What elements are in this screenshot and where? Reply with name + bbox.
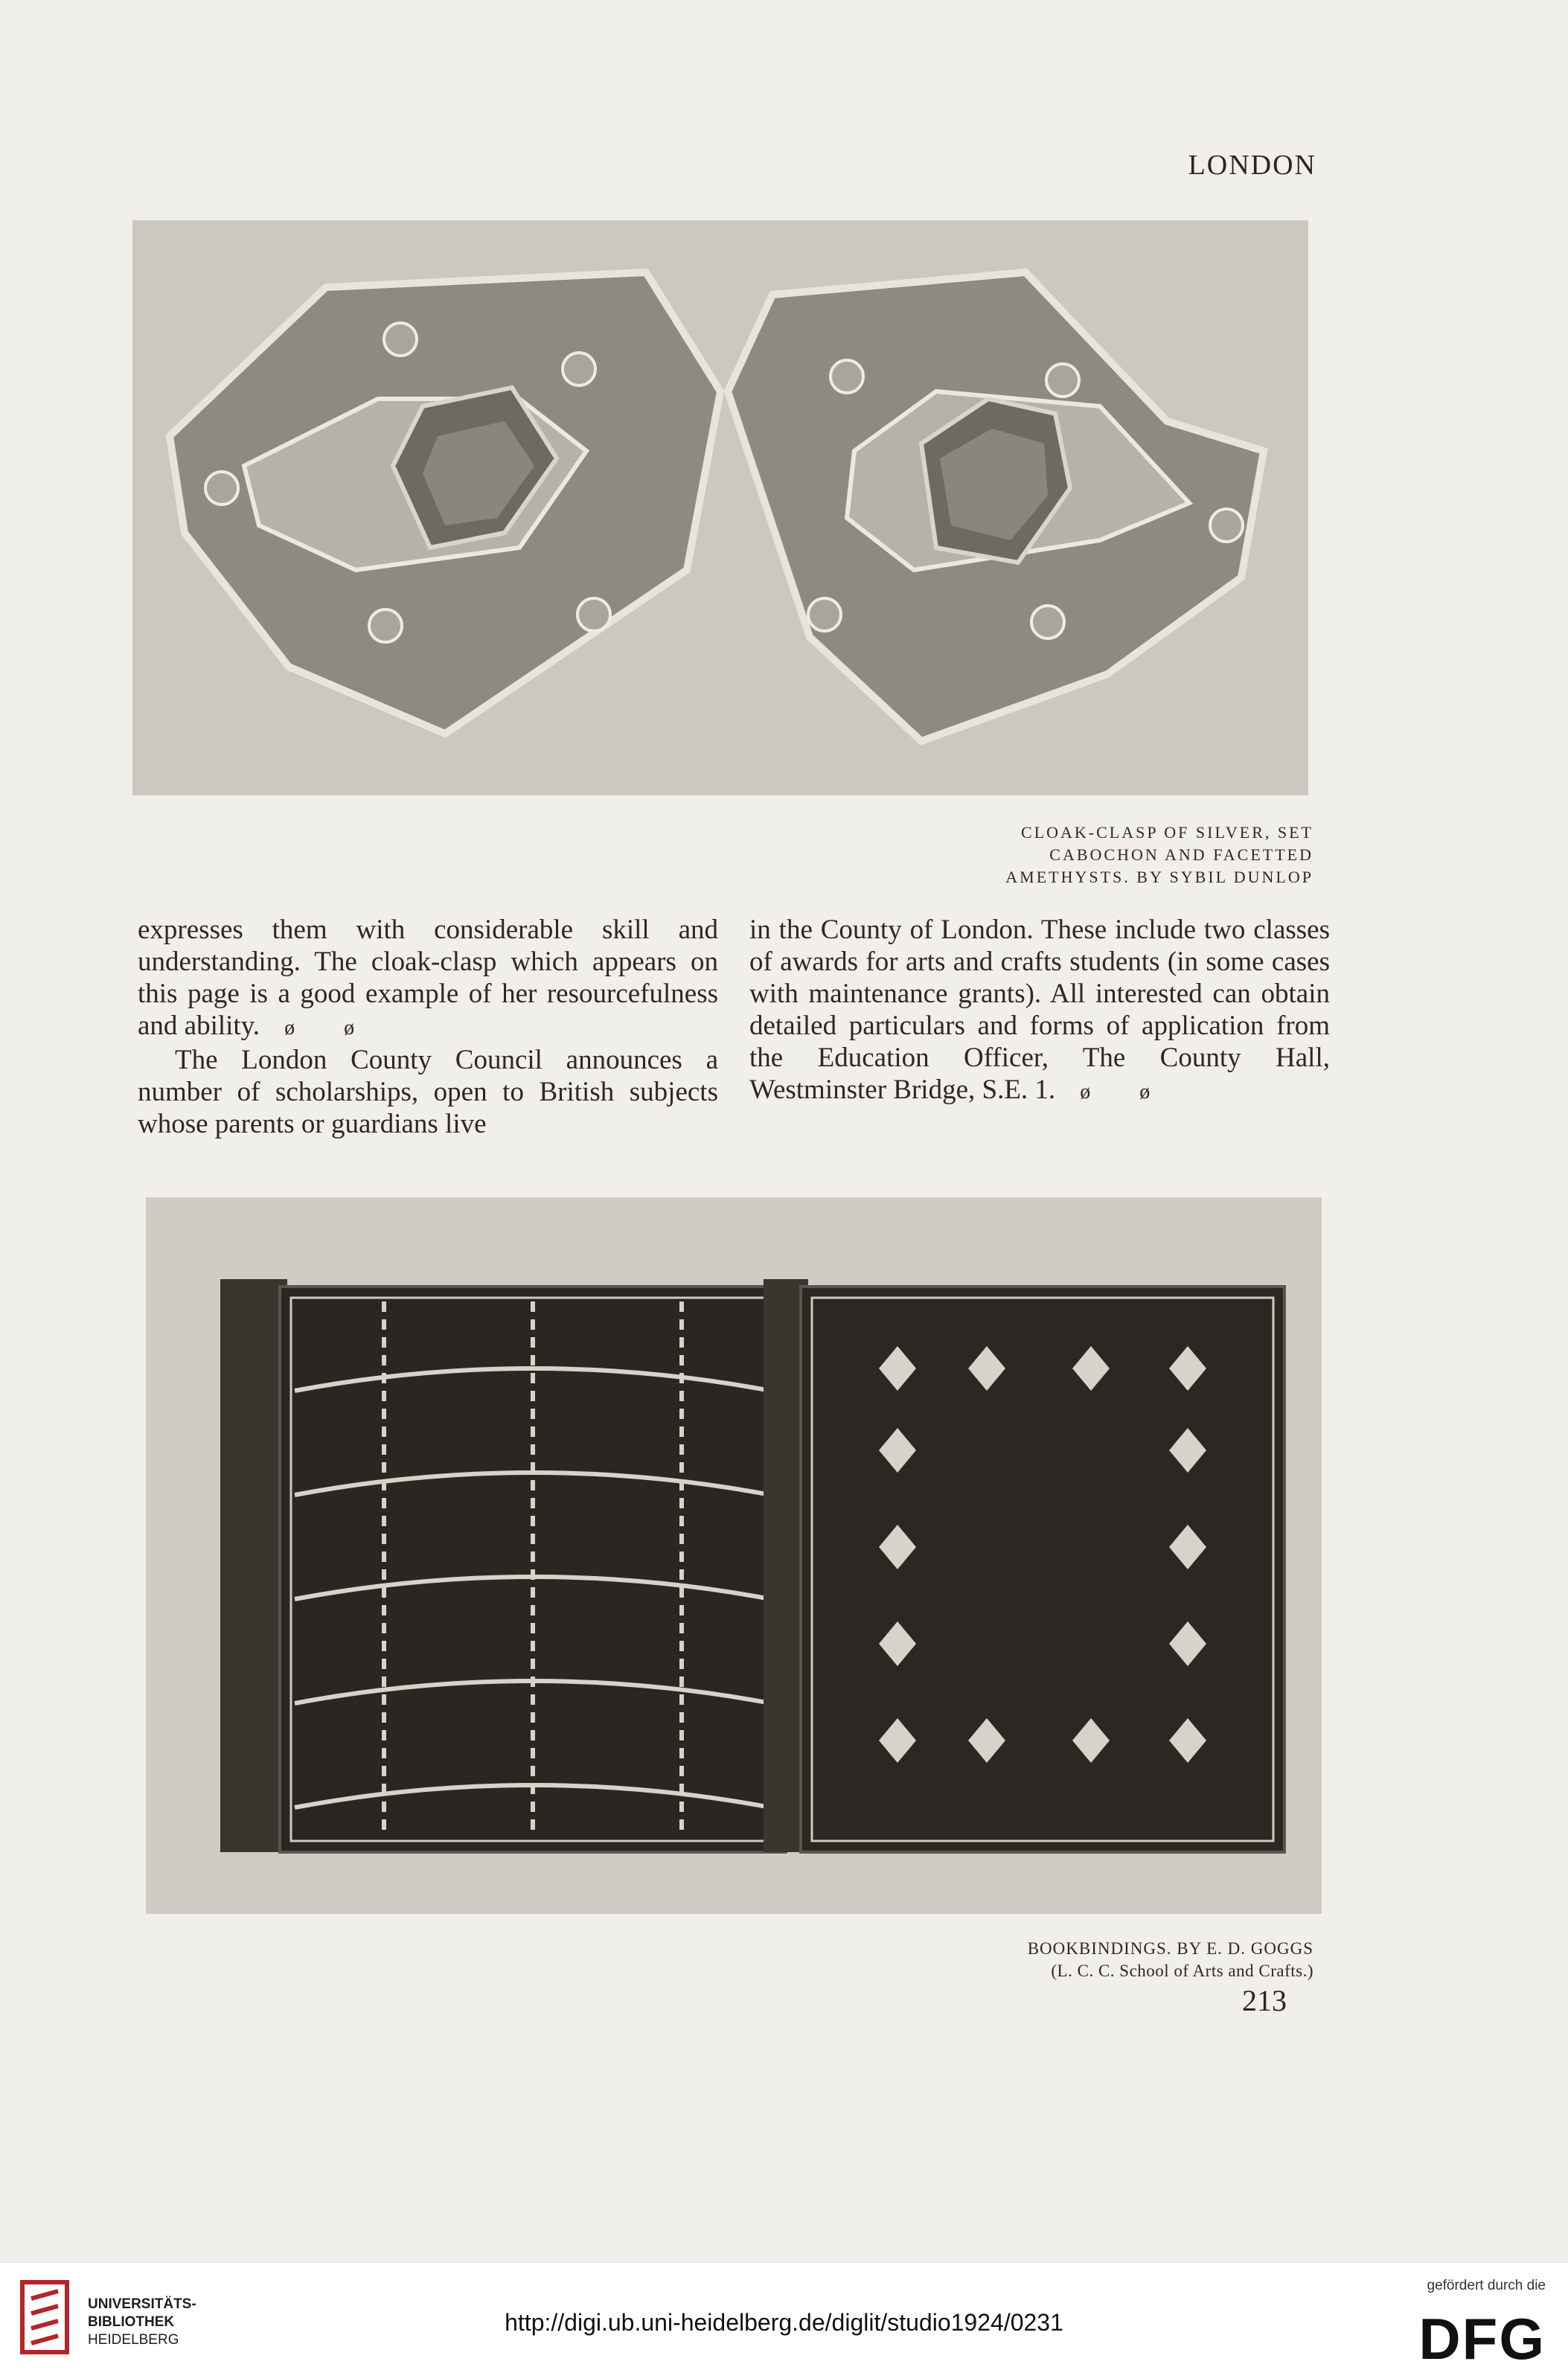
left-column <box>138 914 718 1140</box>
ornament-icon: ø <box>284 1016 295 1040</box>
library-name-line: BIBLIOTHEK <box>88 2314 175 2330</box>
funding-label: gefördert durch die <box>1427 2278 1546 2293</box>
source-url-link[interactable]: http://digi.ub.uni-heidelberg.de/diglit/studio1924/0231 <box>505 2309 1063 2336</box>
paragraph <box>749 914 1330 1108</box>
cloak-clasp-photo <box>132 220 1308 795</box>
caption-line: AMETHYSTS. BY SYBIL DUNLOP <box>1005 868 1313 886</box>
dfg-logo: DFG <box>1418 2306 1546 2372</box>
running-head: LONDON <box>1188 150 1316 181</box>
figure-caption-clasp <box>927 822 1313 888</box>
ornament-icon: ø <box>344 1016 355 1040</box>
figure-caption-bookbindings <box>897 1938 1313 1982</box>
paragraph <box>138 914 718 1044</box>
library-name-line: HEIDELBERG <box>88 2332 179 2348</box>
paragraph: The London County Council announces a number of scholarships, open to British subjects whose parents or guardians live <box>138 1045 718 1139</box>
paragraph-text: expresses them with considerable skill and understanding. The cloak-clasp which appears on this page is a good example of her resourcefulness and ability. <box>138 915 718 1041</box>
caption-line: (L. C. C. School of Arts and Crafts.) <box>1051 1962 1313 1980</box>
caption-line: CLOAK-CLASP OF SILVER, SET <box>1021 823 1313 842</box>
bookbindings-photo <box>146 1197 1322 1914</box>
page-number: 213 <box>1242 1984 1287 2017</box>
paragraph-text: in the County of London. These include two classes of awards for arts and crafts students (in some cases with maintenance grants). All interested can obtain detailed particulars and forms of application from the Education Officer, The County Hall, Westminster Bridge, S.E. 1. <box>749 915 1330 1105</box>
ornament-icon: ø <box>1080 1080 1091 1104</box>
footer-bar <box>0 2262 1568 2373</box>
caption-line: CABOCHON AND FACETTED <box>1049 845 1313 864</box>
library-name-line: UNIVERSITÄTS- <box>88 2296 196 2312</box>
caption-line: BOOKBINDINGS. BY E. D. GOGGS <box>1027 1939 1313 1958</box>
ornament-icon: ø <box>1139 1080 1151 1104</box>
right-column <box>749 914 1330 1108</box>
